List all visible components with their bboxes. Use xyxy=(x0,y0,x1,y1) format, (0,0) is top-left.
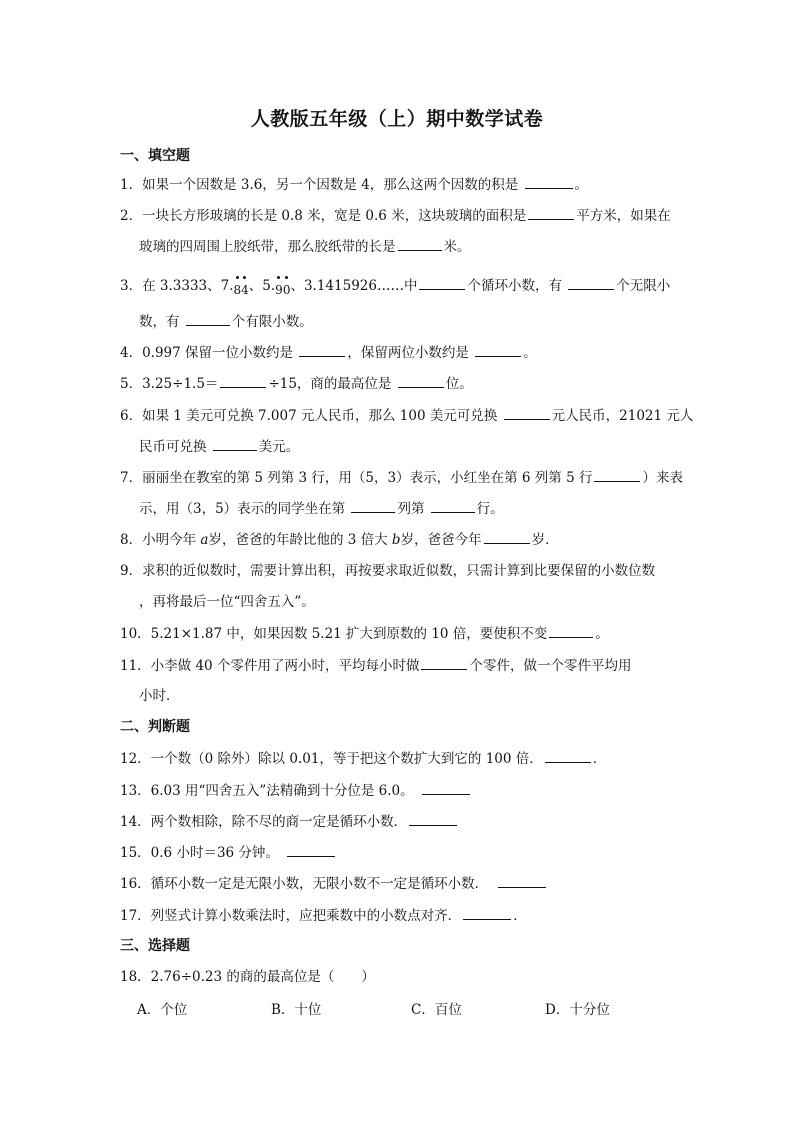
question-16: 16．循环小数一定是无限小数，无限小数不一定是循环小数． xyxy=(120,873,680,894)
answer-blank[interactable] xyxy=(504,405,550,420)
section-judgement: 二、判断题 xyxy=(120,719,190,735)
answer-blank[interactable] xyxy=(525,174,573,189)
answer-blank[interactable] xyxy=(409,811,457,826)
option-c[interactable]: C．百位 xyxy=(411,1002,462,1018)
answer-blank[interactable] xyxy=(398,373,444,388)
answer-blank[interactable] xyxy=(484,529,530,544)
repeating-digit: 4 xyxy=(241,280,249,300)
section-choice: 三、选择题 xyxy=(120,938,190,954)
question-18-options xyxy=(137,998,677,1018)
answer-blank[interactable] xyxy=(498,873,546,888)
option-d[interactable]: D．十分位 xyxy=(545,1002,610,1018)
question-11-cont: 小时． xyxy=(139,688,180,704)
answer-blank[interactable] xyxy=(186,311,230,326)
question-18: 18．2.76÷0.23 的商的最高位是（ ） xyxy=(120,969,375,985)
question-10: 10．5.21×1.87 中，如果因数 5.21 扩大到原数的 10 倍，要使积不变 。 xyxy=(120,623,680,644)
question-6-cont: 民币可兑换 美元。 xyxy=(139,436,699,457)
answer-blank[interactable] xyxy=(549,623,593,638)
question-5: 5．3.25÷1.5＝ ÷15，商的最高位是 位。 xyxy=(120,373,680,394)
question-12: 12．一个数（0 除外）除以 0.01，等于把这个数扩大到它的 100 倍． ． xyxy=(120,748,680,769)
repeating-digit: 9 xyxy=(275,280,283,300)
question-2: 2．一块长方形玻璃的长是 0.8 米，宽是 0.6 米，这块玻璃的面积是 平方米，如果在 xyxy=(120,205,680,226)
question-7: 7．丽丽坐在教室的第 5 列第 3 行，用（5，3）表示，小红坐在第 6 列第 5 行 ）来表 xyxy=(120,467,680,488)
answer-blank[interactable] xyxy=(568,275,614,290)
answer-blank[interactable] xyxy=(213,436,257,451)
question-8: 8．小明今年 a岁，爸爸的年龄比他的 3 倍大 b岁，爸爸今年 岁． xyxy=(120,529,680,550)
answer-blank[interactable] xyxy=(287,842,335,857)
answer-blank[interactable] xyxy=(545,748,591,763)
answer-blank[interactable] xyxy=(220,373,266,388)
question-3: 3．在 3.3333、7.84、5.90、3.1415926……中 个循环小数，有 个无限小 xyxy=(120,275,680,300)
answer-blank[interactable] xyxy=(422,780,470,795)
answer-blank[interactable] xyxy=(421,655,467,670)
question-2-cont: 玻璃的四周围上胶纸带，那么胶纸带的长是 米。 xyxy=(139,236,699,257)
option-a[interactable]: A．个位 xyxy=(137,1002,188,1018)
question-11: 11．小李做 40 个零件用了两小时，平均每小时做 个零件，做一个零件平均用 xyxy=(120,655,680,676)
question-4: 4．0.997 保留一位小数约是 ，保留两位小数约是 。 xyxy=(120,342,680,363)
answer-blank[interactable] xyxy=(398,236,442,251)
question-13: 13．6.03 用“四舍五入”法精确到十分位是 6.0。 xyxy=(120,780,680,801)
answer-blank[interactable] xyxy=(419,275,465,290)
answer-blank[interactable] xyxy=(431,498,475,513)
page-title: 人教版五年级（上）期中数学试卷 xyxy=(250,108,544,130)
question-7-cont: 示，用（3，5）表示的同学坐在第 列第 行。 xyxy=(139,498,699,519)
question-9-cont: ，再将最后一位“四舍五入”。 xyxy=(139,594,315,610)
option-b[interactable]: B．十位 xyxy=(271,1002,322,1018)
answer-blank[interactable] xyxy=(299,342,345,357)
question-9: 9．求积的近似数时，需要计算出积，再按要求取近似数，只需计算到比要保留的小数位数 xyxy=(120,563,656,579)
question-6: 6．如果 1 美元可兑换 7.007 元人民币，那么 100 美元可兑换 元人民币，21021 元人 xyxy=(120,405,680,426)
question-14: 14．两个数相除，除不尽的商一定是循环小数． xyxy=(120,811,680,832)
question-15: 15．0.6 小时＝36 分钟。 xyxy=(120,842,680,863)
answer-blank[interactable] xyxy=(594,467,640,482)
answer-blank[interactable] xyxy=(475,342,521,357)
question-17: 17．列竖式计算小数乘法时，应把乘数中的小数点对齐． ． xyxy=(120,905,680,926)
answer-blank[interactable] xyxy=(351,498,395,513)
question-1: 1．如果一个因数是 3.6，另一个因数是 4，那么这两个因数的积是 。 xyxy=(120,174,680,195)
answer-blank[interactable] xyxy=(463,905,511,920)
section-fill-in: 一、填空题 xyxy=(120,148,190,164)
repeating-digit: 8 xyxy=(234,280,242,300)
question-3-cont: 数，有 个有限小数。 xyxy=(139,311,699,332)
repeating-digit: 0 xyxy=(283,280,291,300)
answer-blank[interactable] xyxy=(528,205,574,220)
